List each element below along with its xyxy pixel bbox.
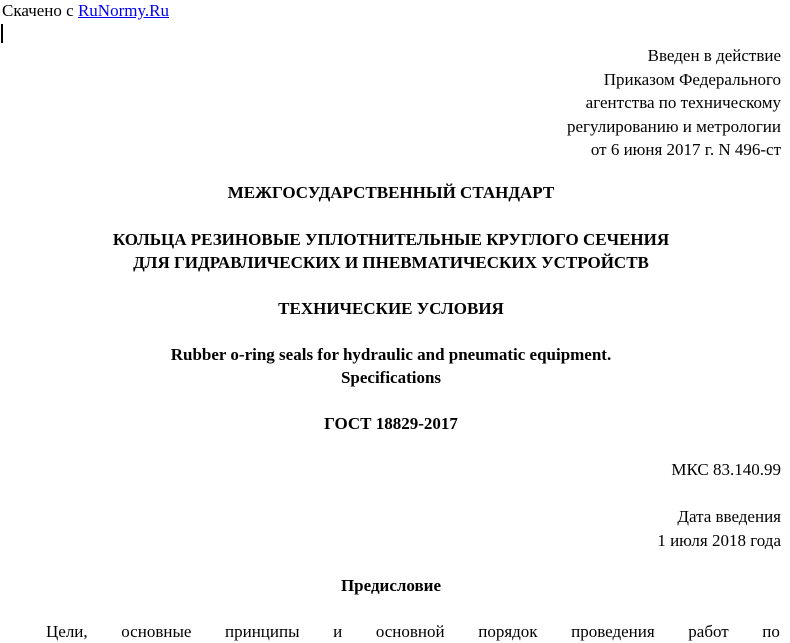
mks-code: МКС 83.140.99 <box>671 460 781 479</box>
enactment-line: регулированию и метрологии <box>566 116 781 136</box>
introduction-date-value: 1 июля 2018 года <box>657 530 781 550</box>
body-word: и <box>333 622 343 641</box>
body-word: принципы <box>225 622 300 641</box>
introduction-date-label: Дата введения <box>677 507 781 526</box>
subtitle-ru: ТЕХНИЧЕСКИЕ УСЛОВИЯ <box>278 299 504 318</box>
source-prefix: Скачено с <box>2 1 78 20</box>
body-word: работ <box>688 622 729 641</box>
introduction-date <box>657 505 781 552</box>
body-word: порядок <box>478 622 538 641</box>
title-ru <box>0 228 782 274</box>
enactment-line: от 6 июня 2017 г. N 496-ст <box>590 140 781 160</box>
title-en-line: Specifications <box>340 368 442 387</box>
body-word: Цели, <box>46 622 88 641</box>
source-line <box>2 1 169 21</box>
title-ru-line: КОЛЬЦА РЕЗИНОВЫЕ УПЛОТНИТЕЛЬНЫЕ КРУГЛОГО СЕЧЕНИЯ <box>112 230 670 249</box>
body-word: по <box>762 622 780 641</box>
body-word: проведения <box>571 622 655 641</box>
text-cursor <box>1 24 3 43</box>
preface-heading: Предисловие <box>340 576 442 595</box>
enactment-block <box>567 44 781 162</box>
standard-designation: ГОСТ 18829-2017 <box>324 414 458 433</box>
enactment-line: Приказом Федерального <box>603 69 781 89</box>
enactment-line: Введен в действие <box>647 46 781 65</box>
source-link[interactable]: RuNormy.Ru <box>77 1 169 20</box>
standard-type-heading: МЕЖГОСУДАРСТВЕННЫЙ СТАНДАРТ <box>227 183 555 202</box>
body-word: основные <box>121 622 192 641</box>
title-en <box>0 343 782 389</box>
enactment-line: агентства по техническому <box>585 93 781 113</box>
body-word: основной <box>375 622 445 641</box>
title-en-line: Rubber o-ring seals for hydraulic and pneumatic equipment. <box>170 345 612 364</box>
title-ru-line: ДЛЯ ГИДРАВЛИЧЕСКИХ И ПНЕВМАТИЧЕСКИХ УСТРОЙСТВ <box>133 253 649 272</box>
